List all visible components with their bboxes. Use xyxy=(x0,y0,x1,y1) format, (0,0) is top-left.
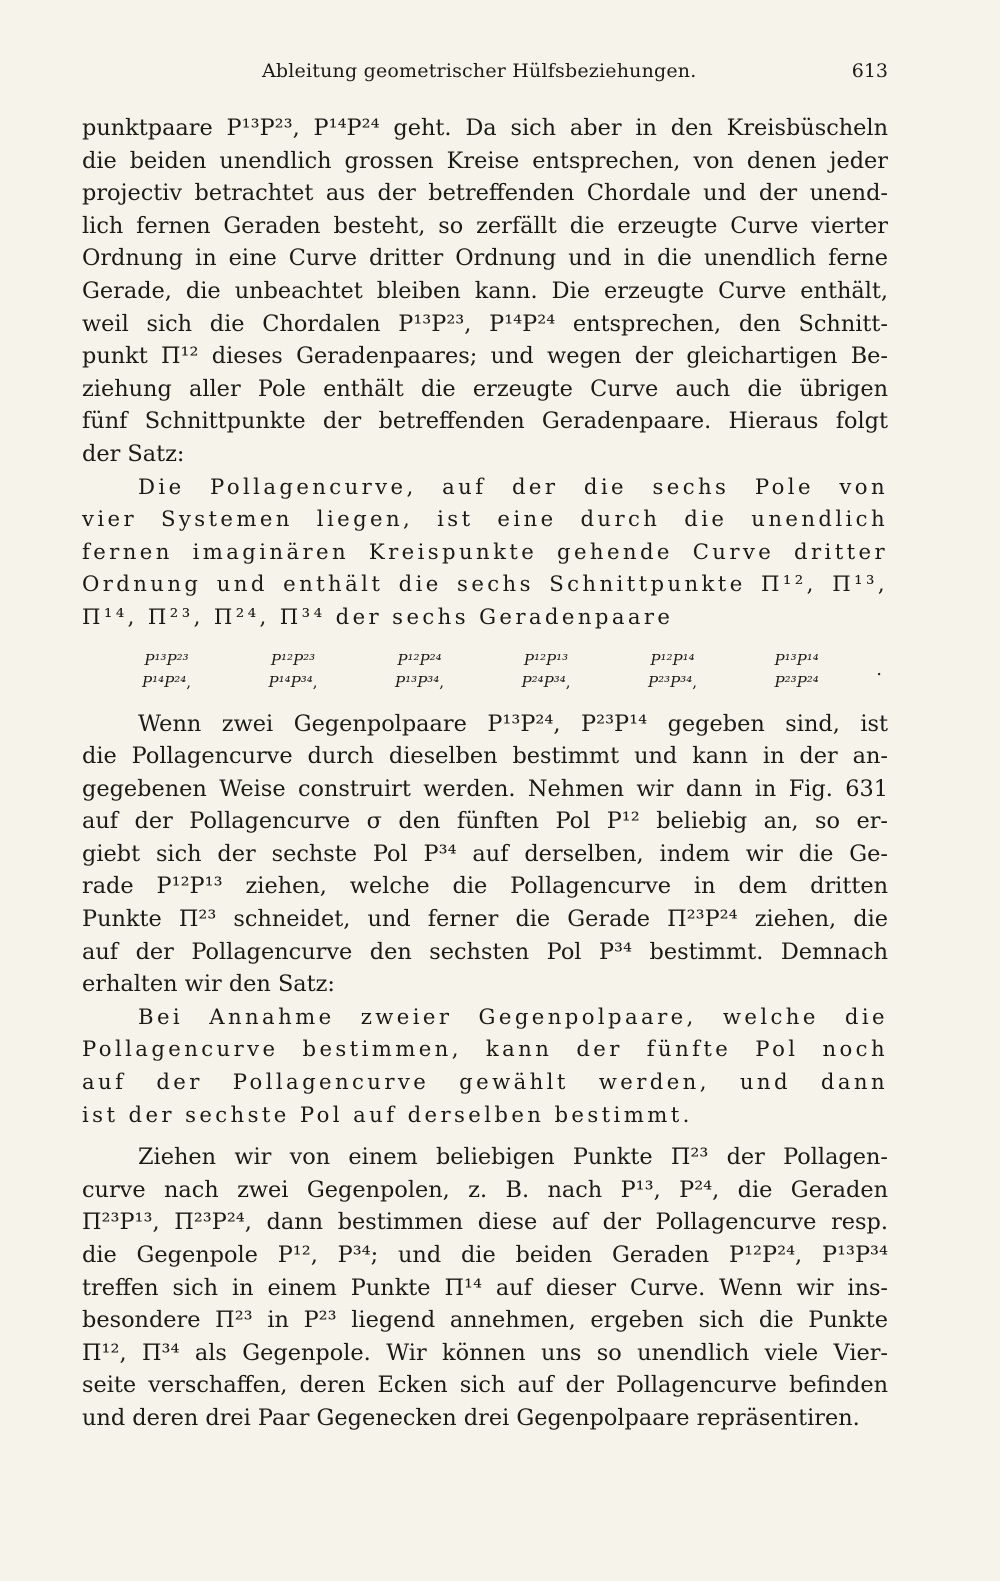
paragraph-1 xyxy=(82,112,888,471)
page-number: 613 xyxy=(851,60,888,82)
text-block xyxy=(82,112,888,1435)
fraction-separator: , xyxy=(439,672,445,691)
text-line: seite verschaffen, deren Ecken sich auf der Pollagencurve befinden xyxy=(82,1372,888,1399)
theorem-1 xyxy=(82,471,888,634)
text-line: punkt Π¹² dieses Geradenpaares; und wegen der gleichartigen Be- xyxy=(82,343,888,370)
theorem-line: Bei Annahme zweier Gegenpolpaare, welche die xyxy=(138,1003,888,1029)
fraction-denominator: P¹⁴P³⁴ xyxy=(268,672,313,691)
paragraph-3 xyxy=(82,1141,888,1434)
fraction-separator: , xyxy=(565,672,571,691)
fraction-numerator: P¹²P²⁴ xyxy=(397,650,442,669)
fraction-denominator-wrap xyxy=(648,671,697,693)
text-line: giebt sich der sechste Pol P³⁴ auf derselben, indem wir die Ge- xyxy=(82,840,888,867)
fraction-denominator-wrap xyxy=(269,671,318,693)
fraction-denominator-wrap xyxy=(775,671,819,693)
text-line: und deren drei Paar Gegenecken drei Gegenpolpaare repräsentiren. xyxy=(82,1404,860,1431)
text-line: erhalten wir den Satz: xyxy=(82,971,335,998)
text-line: ziehung aller Pole enthält die erzeugte Curve auch die übrigen xyxy=(82,375,888,402)
fraction xyxy=(648,649,697,693)
fraction xyxy=(269,649,318,693)
text-line: besondere Π²³ in P²³ liegend annehmen, ergeben sich die Punkte xyxy=(82,1307,888,1334)
theorem-line: Ordnung und enthält die sechs Schnittpunkte Π¹², Π¹³, xyxy=(82,571,888,597)
fraction-numerator: P¹²P¹³ xyxy=(523,650,569,669)
text-line: projectiv betrachtet aus der betreffenden Chordale und der unend- xyxy=(82,180,888,207)
text-line: Π¹², Π³⁴ als Gegenpole. Wir können uns so unendlich viele Vier- xyxy=(82,1339,888,1366)
text-line: Punkte Π²³ schneidet, und ferner die Gerade Π²³P²⁴ ziehen, die xyxy=(82,906,888,933)
fraction-separator: , xyxy=(312,672,318,691)
text-line: auf der Pollagencurve den sechsten Pol P³⁴ bestimmt. Demnach xyxy=(82,938,888,965)
fraction-denominator: P¹⁴P²⁴ xyxy=(142,672,187,691)
fraction xyxy=(522,649,571,693)
theorem-line: auf der Pollagencurve gewählt werden, und dann xyxy=(82,1069,888,1095)
text-line: weil sich die Chordalen P¹³P²³, P¹⁴P²⁴ entsprechen, den Schnitt- xyxy=(82,310,888,337)
fraction-row xyxy=(142,642,882,700)
fraction-denominator: P²³P²⁴ xyxy=(774,672,819,691)
text-line: die Gegenpole P¹², P³⁴; und die beiden Geraden P¹²P²⁴, P¹³P³⁴ xyxy=(82,1242,888,1268)
text-line: der Satz: xyxy=(82,440,185,467)
fraction xyxy=(395,649,444,693)
paragraph-2 xyxy=(82,708,888,1001)
fraction-separator: , xyxy=(692,672,698,691)
text-line: Gerade, die unbeachtet bleiben kann. Die erzeugte Curve enthält, xyxy=(82,277,888,304)
fraction-numerator: P¹²P²³ xyxy=(270,650,316,669)
text-line: treffen sich in einem Punkte Π¹⁴ auf dieser Curve. Wenn wir ins- xyxy=(82,1274,888,1301)
text-line: Ziehen wir von einem beliebigen Punkte Π²³ der Pollagen- xyxy=(138,1144,888,1171)
fraction-denominator: P¹³P³⁴ xyxy=(395,672,440,691)
fraction-numerator: P¹²P¹⁴ xyxy=(650,650,695,669)
spacer xyxy=(82,1131,888,1141)
text-line: Wenn zwei Gegenpolpaare P¹³P²⁴, P²³P¹⁴ gegeben sind, ist xyxy=(138,710,888,737)
text-line: lich fernen Geraden besteht, so zerfällt die erzeugte Curve vierter xyxy=(82,212,888,239)
fraction-denominator-wrap xyxy=(142,671,191,693)
text-line: Π²³P¹³, Π²³P²⁴, dann bestimmen diese auf der Pollagencurve resp. xyxy=(82,1209,888,1236)
theorem-line: fernen imaginären Kreispunkte gehende Curve dritter xyxy=(82,538,888,564)
running-title: Ableitung geometrischer Hülfsbeziehungen. xyxy=(262,60,697,82)
text-line: die Pollagencurve durch dieselben bestimmt und kann in der an- xyxy=(82,743,888,770)
theorem-2 xyxy=(82,1001,888,1131)
fraction-numerator: P¹³P¹⁴ xyxy=(774,650,819,669)
fraction-separator: , xyxy=(186,672,192,691)
text-line: curve nach zwei Gegenpolen, z. B. nach P¹³, P²⁴, die Geraden xyxy=(82,1176,888,1203)
text-line: rade P¹²P¹³ ziehen, welche die Pollagencurve in dem dritten xyxy=(82,873,888,900)
fraction xyxy=(775,649,819,693)
fraction-row-period: . xyxy=(876,659,882,681)
text-line: die beiden unendlich grossen Kreise entsprechen, von denen jeder xyxy=(82,147,888,174)
text-line: auf der Pollagencurve σ den fünften Pol P¹² beliebig an, so er- xyxy=(82,808,888,835)
fraction-denominator: P²⁴P³⁴ xyxy=(521,672,566,691)
text-line: gegebenen Weise construirt werden. Nehmen wir dann in Fig. 631 xyxy=(82,775,888,802)
fraction-numerator: P¹³P²³ xyxy=(144,650,189,669)
fraction-denominator-wrap xyxy=(395,671,444,693)
theorem-line: ist der sechste Pol auf derselben bestimmt. xyxy=(82,1101,693,1127)
theorem-line: Π¹⁴, Π²³, Π²⁴, Π³⁴ der sechs Geradenpaare xyxy=(82,603,674,629)
theorem-line: Pollagencurve bestimmen, kann der fünfte Pol noch xyxy=(82,1036,888,1062)
text-line: punktpaare P¹³P²³, P¹⁴P²⁴ geht. Da sich aber in den Kreisbüscheln xyxy=(82,115,888,141)
theorem-line: Die Pollagencurve, auf der die sechs Pole von xyxy=(138,473,888,499)
text-line: Ordnung in eine Curve dritter Ordnung und in die unendlich ferne xyxy=(82,245,888,272)
text-line: fünf Schnittpunkte der betreffenden Geradenpaare. Hieraus folgt xyxy=(82,408,888,435)
running-head xyxy=(262,60,888,90)
fraction-denominator-wrap xyxy=(522,671,571,693)
fraction-denominator: P²³P³⁴ xyxy=(648,672,693,691)
fraction xyxy=(142,649,191,693)
theorem-line: vier Systemen liegen, ist eine durch die unendlich xyxy=(82,506,888,532)
